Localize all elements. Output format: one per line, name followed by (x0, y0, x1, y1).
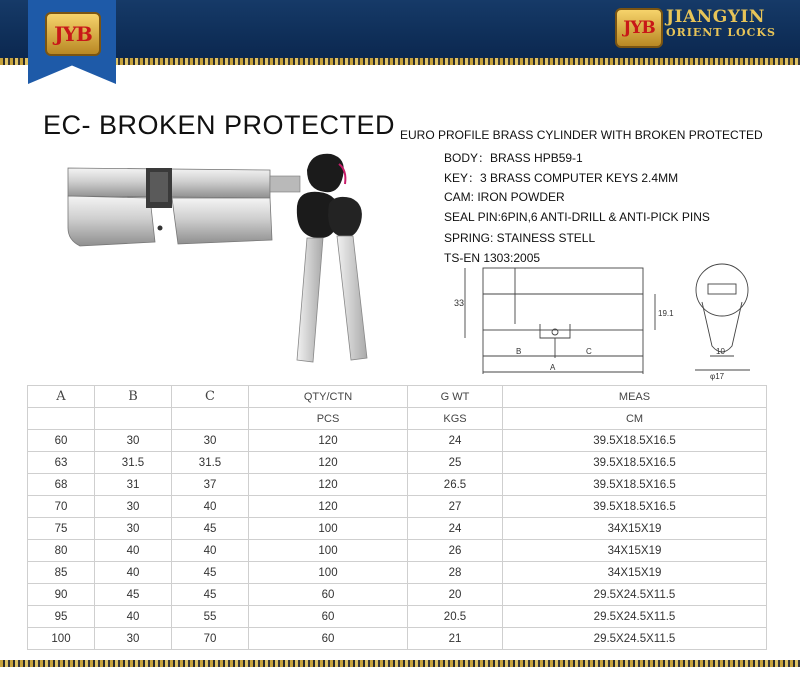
table-cell: 45 (172, 584, 249, 606)
cylinder-product-image (60, 150, 400, 370)
unit-a (28, 408, 95, 430)
brand-name (666, 9, 776, 41)
table-cell: 120 (249, 496, 408, 518)
table-cell: 24 (408, 430, 503, 452)
table-cell: 63 (28, 452, 95, 474)
table-cell: 40 (95, 606, 172, 628)
table-row (28, 496, 767, 518)
table-cell: 39.5X18.5X16.5 (503, 452, 767, 474)
table-cell: 31.5 (172, 452, 249, 474)
table-cell: 30 (95, 518, 172, 540)
header-a: A (28, 386, 95, 408)
table-cell: 85 (28, 562, 95, 584)
brand-line-2: ORIENT LOCKS (666, 26, 776, 39)
table-cell: 27 (408, 496, 503, 518)
table-cell: 100 (249, 518, 408, 540)
table-cell: 30 (172, 430, 249, 452)
table-cell: 60 (249, 584, 408, 606)
dim-a: A (550, 363, 556, 372)
header-gwt: G WT (408, 386, 503, 408)
table-cell: 55 (172, 606, 249, 628)
table-cell: 60 (249, 628, 408, 650)
table-cell: 21 (408, 628, 503, 650)
table-cell: 30 (95, 496, 172, 518)
decorative-border-top (0, 58, 800, 65)
dim-17: φ17 (710, 372, 725, 381)
table-cell: 70 (172, 628, 249, 650)
table-cell: 45 (172, 518, 249, 540)
unit-gwt: KGS (408, 408, 503, 430)
spec-table (27, 385, 767, 650)
table-cell: 26 (408, 540, 503, 562)
table-cell: 20 (408, 584, 503, 606)
dim-height-33: 33 (454, 298, 465, 308)
header-c: C (172, 386, 249, 408)
table-row (28, 606, 767, 628)
table-cell: 60 (28, 430, 95, 452)
brand-line-1: JIANGYIN (666, 7, 765, 27)
lock-cylinder-body (68, 168, 300, 246)
table-cell: 39.5X18.5X16.5 (503, 430, 767, 452)
unit-qty: PCS (249, 408, 408, 430)
keys (297, 154, 367, 362)
header-qty: QTY/CTN (249, 386, 408, 408)
spec-body: BODY：BRASS HPB59-1 (444, 151, 583, 165)
table-row (28, 540, 767, 562)
dim-b: B (516, 347, 522, 356)
dim-19: 19.1 (658, 309, 674, 318)
table-cell: 37 (172, 474, 249, 496)
table-cell: 95 (28, 606, 95, 628)
page-title: EC- BROKEN PROTECTED (43, 110, 396, 140)
spec-cam: CAM: IRON POWDER (444, 189, 565, 204)
spec-key: KEY：3 BRASS COMPUTER KEYS 2.4MM (444, 171, 679, 186)
header-meas: MEAS (503, 386, 767, 408)
table-cell: 100 (249, 540, 408, 562)
table-cell: 20.5 (408, 606, 503, 628)
table-cell: 31 (95, 474, 172, 496)
table-cell: 40 (95, 562, 172, 584)
table-cell: 45 (172, 562, 249, 584)
table-row (28, 518, 767, 540)
table-cell: 29.5X24.5X11.5 (503, 584, 767, 606)
spec-standard: TS-EN 1303:2005 (444, 250, 541, 265)
table-cell: 29.5X24.5X11.5 (503, 606, 767, 628)
table-cell: 100 (249, 562, 408, 584)
table-cell: 34X15X19 (503, 562, 767, 584)
table-cell: 26.5 (408, 474, 503, 496)
spec-seal-pin: SEAL PIN:6PIN,6 ANTI-DRILL & ANTI-PICK PINS (444, 210, 710, 225)
table-cell: 31.5 (95, 452, 172, 474)
table-cell: 39.5X18.5X16.5 (503, 474, 767, 496)
table-cell: 120 (249, 474, 408, 496)
table-cell: 40 (172, 496, 249, 518)
table-cell: 68 (28, 474, 95, 496)
table-cell: 70 (28, 496, 95, 518)
table-cell: 90 (28, 584, 95, 606)
table-cell: 120 (249, 430, 408, 452)
spec-heading: EURO PROFILE BRASS CYLINDER WITH BROKEN PROTECTED (400, 128, 763, 142)
table-cell: 39.5X18.5X16.5 (503, 496, 767, 518)
table-cell: 120 (249, 452, 408, 474)
table-cell: 80 (28, 540, 95, 562)
table-cell: 40 (95, 540, 172, 562)
table-cell: 25 (408, 452, 503, 474)
table-unit-row (28, 408, 767, 430)
table-header-row (28, 386, 767, 408)
table-row (28, 562, 767, 584)
table-cell: 34X15X19 (503, 518, 767, 540)
jyb-logo-left: JYB (45, 12, 101, 56)
unit-b (95, 408, 172, 430)
dim-10: 10 (716, 347, 725, 356)
table-cell: 34X15X19 (503, 540, 767, 562)
header-b: B (95, 386, 172, 408)
table-cell: 100 (28, 628, 95, 650)
table-row (28, 628, 767, 650)
table-cell: 40 (172, 540, 249, 562)
jyb-logo-right: JYB (615, 8, 663, 48)
dim-c: C (586, 347, 592, 356)
table-cell: 30 (95, 628, 172, 650)
unit-meas: CM (503, 408, 767, 430)
table-cell: 30 (95, 430, 172, 452)
table-cell: 28 (408, 562, 503, 584)
table-row (28, 430, 767, 452)
decorative-border-bottom (0, 660, 800, 667)
table-row (28, 452, 767, 474)
table-cell: 24 (408, 518, 503, 540)
spec-list (444, 149, 710, 271)
unit-c (172, 408, 249, 430)
technical-drawing (450, 262, 780, 382)
spec-spring: SPRING: STAINESS STELL (444, 230, 596, 245)
table-cell: 45 (95, 584, 172, 606)
table-row (28, 474, 767, 496)
table-cell: 75 (28, 518, 95, 540)
table-cell: 29.5X24.5X11.5 (503, 628, 767, 650)
table-cell: 60 (249, 606, 408, 628)
table-row (28, 584, 767, 606)
